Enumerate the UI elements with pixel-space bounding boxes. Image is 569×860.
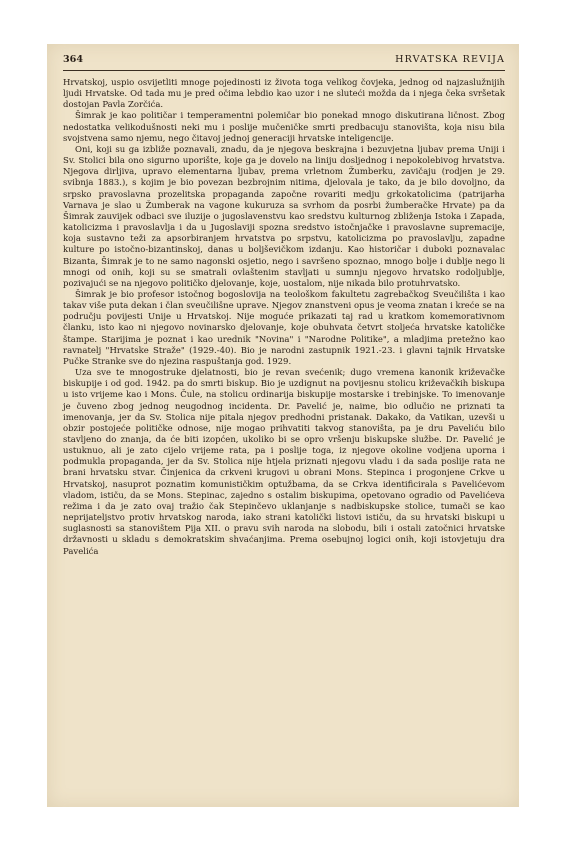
paragraph: Uza sve te mnogostruke djelatnosti, bio je revan svećenik; dugo vremena kanonik križevačke biskupije i od god. 1942. pa do smrti biskup. Bio je uzdignut na povijesnu stolicu križevačkih biskupa u isto vrijeme kao i Mons. Čule, na stolicu ordinarija biskupije mostarske i trebinjske. To imenovanje je čuveno zbog jednog neugodnog incidenta. Dr. Pavelić je, naime, bio odlučio ne priznati ta imenovanja, jer da Sv. Stolica nije pitala njegov predhodni pristanak. Dakako, da Vatikan, uzevši u obzir postojeće političke odnose, nije mogao prihvatiti takvog stanovišta, pa je dru Paveliću bilo stavljeno do znanja, da će biti izopćen, ukoliko bi se opro vršenju biskupske službe. Dr. Pavelić je ustuknuo, ali je zato cijelo vrijeme rata, pa i poslije toga, iz njegove okoline vodjena uporna i podmukla propaganda, jer da Sv. Stolica nije htjela priznati njegovu vladu i da sada poslije rata ne brani hrvatsku stvar. Činjenica da crkveni krugovi u obrani Mons. Stepinca i progonjene Crkve u Hrvatskoj, nasuprot poznatim komunističkim optužbama, da se Crkva identificirala s Pavelićevom vladom, ističu, da se Mons. Stepinac, zajedno s ostalim biskupima, opetovano ogradio od Pavelićeva režima i da je zato ovaj tražio čak Stepinčevo uklanjanje s nadbiskupske stolice, tumači se kao neprijateljstvo protiv hrvatskog naroda, iako strani katolički listovi ističu, da su hrvatski biskupi u suglasnosti sa stanovištem Pija XII. o pravu svih naroda na slobodu, bili i ostali zatočnici hrvatske državnosti u skladu s demokratskim shvaćanjima. Prema osebujnoj logici onih, koji istovjetuju dra Pavelića (63, 368, 505, 557)
paragraph: Oni, koji su ga izbliže poznavali, znadu, da je njegova beskrajna i bezuvjetna ljubav prema Uniji i Sv. Stolici bila ono sigurno uporište, koje ga je dovelo na liniju dosljednog i nepokolebivog hrvatstva. Njegova dirljiva, upravo elementarna ljubav, prema vrletnom Žumberku, zavičaju (rodjen je 29. svibnja 1883.), s kojim je bio povezan bezbrojnim nitima, djelovala je tako, da je bilo dovoljno, da srpsko pravoslavna prozelitska propaganda započne rovariti medju grkokatolicima (patrijarha Varnava je slao u Žumberak na vagone kukuruza sa svrhom da posrbi žumberačke Hrvate) pa da Šimrak zauvijek odbaci sve iluzije o jugoslavenstvu kao sredstvu kulturnog zbliženja Istoka i Zapada, katolicizma i pravoslavlja i da u Jugoslaviji spozna sredstvo istočnjačke i pravoslavne supremacije, koja sustavno teži za apsorbiranjem hrvatstva po srpstvu, katolicizma po pravoslavlju, zapadne kulture po istočno-bizantinskoj, danas u boljševičkom izdanju. Kao historičar i duboki poznavalac Bizanta, Šimrak je to ne samo nagonski osjetio, nego i savršeno spoznao, mnogo bolje i dublje nego li mnogi od onih, koji su se smatrali ovlaštenim stavljati u sumnju njegovo hrvatsko rodoljublje, pozivajući se na njegovo političko djelovanje, koje, uostalom, nije nikada bilo protuhrvatsko. (63, 144, 505, 289)
journal-page (47, 44, 519, 807)
page-number: 364 (63, 54, 84, 65)
article-body (63, 78, 505, 558)
running-title: HRVATSKA REVIJA (395, 54, 505, 65)
paragraph: Šimrak je kao političar i temperamentni polemičar bio ponekad mnogo diskutirana ličnost. Zbog nedostatka velikodušnosti neki mu i poslije mučeničke smrti predbacuju stanovišta, koja nisu bila svojstvena samo njemu, nego čitavoj jednoj generaciji hrvatske inteligencije. (63, 111, 505, 144)
page-header (63, 54, 505, 70)
paragraph: Hrvatskoj, uspio osvijetliti mnoge pojedinosti iz života toga velikog čovjeka, jednog od najzaslužnijih ljudi Hrvatske. Od tada mu je pred očima lebdio kao uzor i ne sluteći možda da i njega čeka svršetak dostojan Pavla Zorčića. (63, 78, 505, 111)
paragraph: Šimrak je bio profesor istočnog bogoslovija na teološkom fakultetu zagrebačkog Sveučilišta i kao takav više puta dekan i član sveučilišne uprave. Njegov znanstveni opus je veoma znatan i kreće se na području povijesti Unije u Hrvatskoj. Nije moguće prikazati taj rad u kratkom komemorativnom članku, isto kao ni njegovo novinarsko djelovanje, koje obuhvata četvrt stoljeća hrvatske katoličke štampe. Starijima je poznat i kao urednik "Novina" i "Narodne Politike", a mladjima pretežno kao ravnatelj "Hrvatske Straže" (1929.-40). Bio je narodni zastupnik 1921.-23. i glavni tajnik Hrvatske Pučke Stranke sve do njezina raspuštanja god. 1929. (63, 289, 505, 367)
header-rule (63, 70, 505, 71)
